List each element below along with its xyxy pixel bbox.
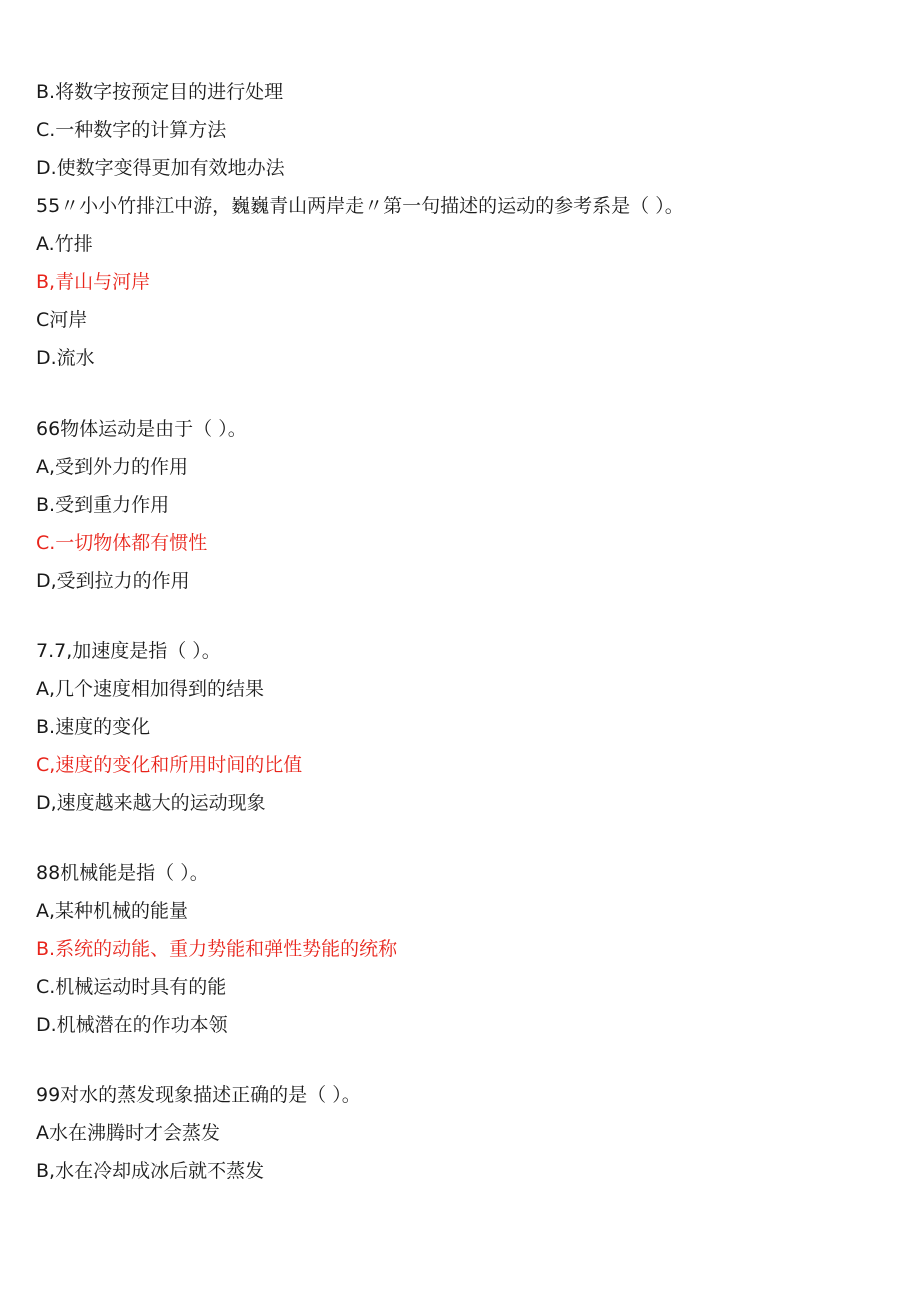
q77-option-a: A,几个速度相加得到的结果 [36,678,265,700]
q77-option-b: B.速度的变化 [36,716,151,738]
question-88: 88机械能是指（ ）。 [36,862,209,884]
q77-option-d: D,速度越来越大的运动现象 [36,792,266,814]
question-77: 7.7,加速度是指（ ）。 [36,640,221,662]
q66-option-b: B.受到重力作用 [36,494,170,516]
q66-option-a: A,受到外力的作用 [36,456,189,478]
q99-option-b: B,水在冷却成冰后就不蒸发 [36,1160,265,1182]
question-66: 66物体运动是由于（ ）。 [36,418,247,440]
q55-option-a: A.竹排 [36,233,93,255]
option-c-line: C.一种数字的计算方法 [36,119,227,141]
q88-option-b-answer: B.系统的动能、重力势能和弹性势能的统称 [36,938,398,960]
q88-option-a: A,某种机械的能量 [36,900,189,922]
q55-option-c: C河岸 [36,309,88,331]
question-99: 99对水的蒸发现象描述正确的是（ ）。 [36,1084,361,1106]
option-b-line: B.将数字按预定目的进行处理 [36,81,284,103]
option-d-line: D.使数字变得更加有效地办法 [36,157,285,179]
q77-option-c-answer: C,速度的变化和所用时间的比值 [36,754,303,776]
q99-option-a: A水在沸腾时才会蒸发 [36,1122,220,1144]
q66-option-d: D,受到拉力的作用 [36,570,190,592]
q88-option-d: D.机械潜在的作功本领 [36,1014,228,1036]
question-55: 55〃小小竹排江中游，巍巍青山两岸走〃第一句描述的运动的参考系是（ ）。 [36,195,684,217]
q88-option-c: C.机械运动时具有的能 [36,976,227,998]
q55-option-d: D.流水 [36,347,95,369]
q66-option-c-answer: C.一切物体都有惯性 [36,532,208,554]
q55-option-b-answer: B,青山与河岸 [36,271,151,293]
